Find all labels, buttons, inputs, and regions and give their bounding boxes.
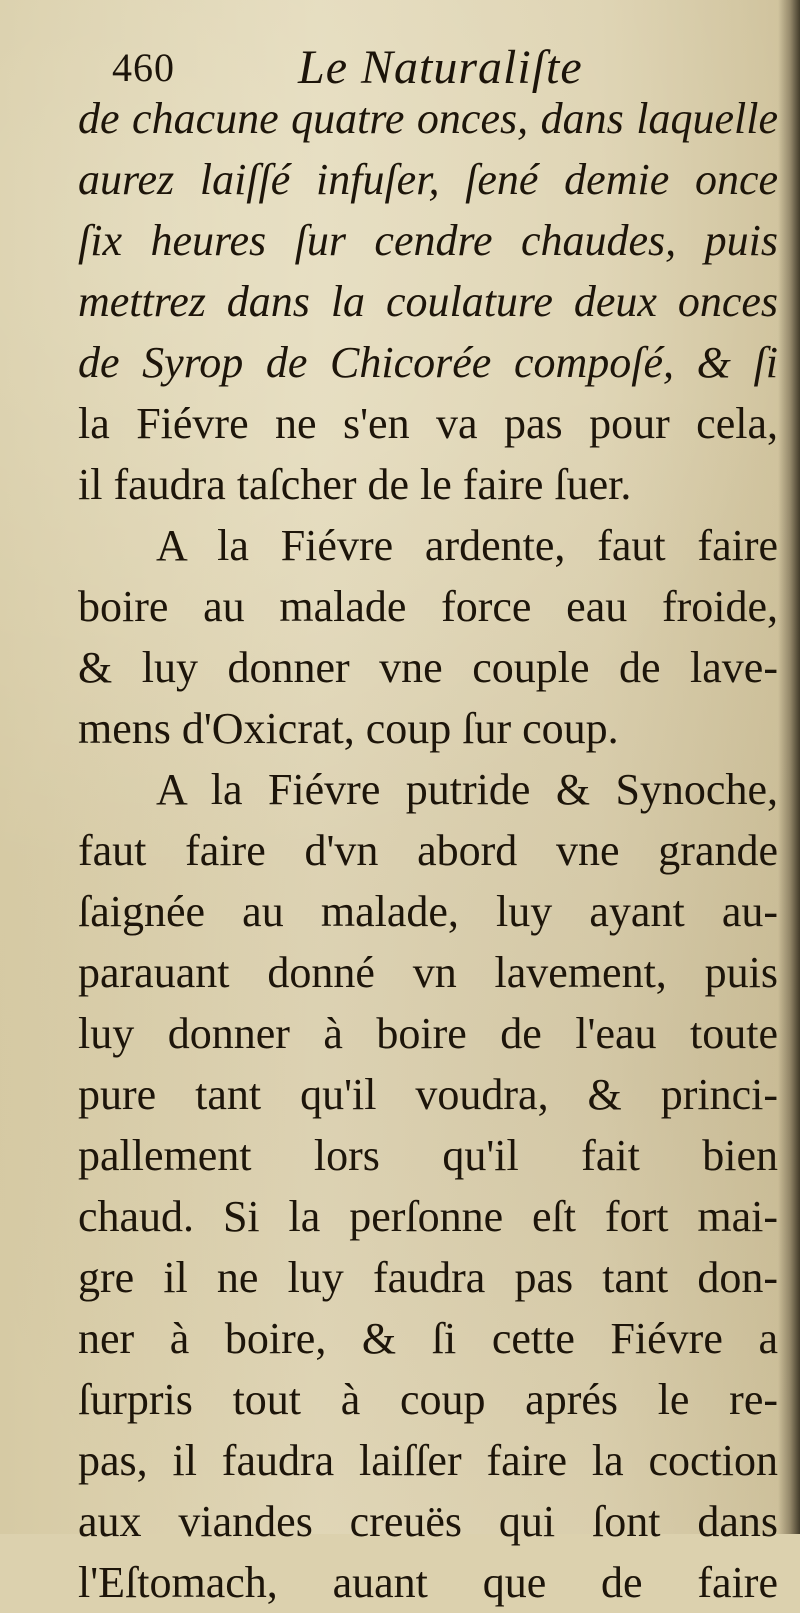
text-line: de chacune quatre onces, dans laquelle [78,94,778,143]
page-edge-shadow [778,0,800,1534]
text-line: la Fiévre ne s'en va pas pour cela, [78,399,778,448]
text-line: gre il ne luy faudra pas tant don- [78,1253,778,1302]
text-line: l'Eſtomach, auant que de faire [78,1558,778,1607]
text-line: de Syrop de Chicorée compoſé, & ſi [78,338,778,387]
text-line: parauant donné vn lavement, puis [78,948,778,997]
text-line: aurez laiſſé infuſer, ſené demie once [78,155,778,204]
body-text [78,88,778,1613]
text-line: boire au malade force eau froide, [78,582,778,631]
text-line: ſix heures ſur cendre chaudes, puis [78,216,778,265]
text-line: il faudra taſcher de le faire ſuer. [78,460,632,509]
text-line: A la Fiévre ardente, faut faire [156,521,778,570]
text-line: ſaignée au malade, luy ayant au- [78,887,778,936]
text-line: A la Fiévre putride & Synoche, [156,765,778,814]
text-line: faut faire d'vn abord vne grande [78,826,778,875]
page-number: 460 [112,45,175,90]
text-line: chaud. Si la perſonne eſt fort mai- [78,1192,778,1241]
text-line: ner à boire, & ſi cette Fiévre a [78,1314,778,1363]
text-line: aux viandes creuës qui ſont dans [78,1497,778,1546]
text-line: mettrez dans la coulature deux onces [78,277,778,326]
running-head: Le Naturaliſte [298,41,583,94]
text-line: luy donner à boire de l'eau toute [78,1009,778,1058]
text-line: pas, il faudra laiſſer faire la coction [78,1436,778,1485]
text-line: ſurpris tout à coup aprés le re- [78,1375,778,1424]
text-line: pallement lors qu'il fait bien [78,1131,778,1180]
text-line: pure tant qu'il voudra, & princi- [78,1070,778,1119]
text-line: & luy donner vne couple de lave- [78,643,778,692]
text-line: mens d'Oxicrat, coup ſur coup. [78,704,619,753]
